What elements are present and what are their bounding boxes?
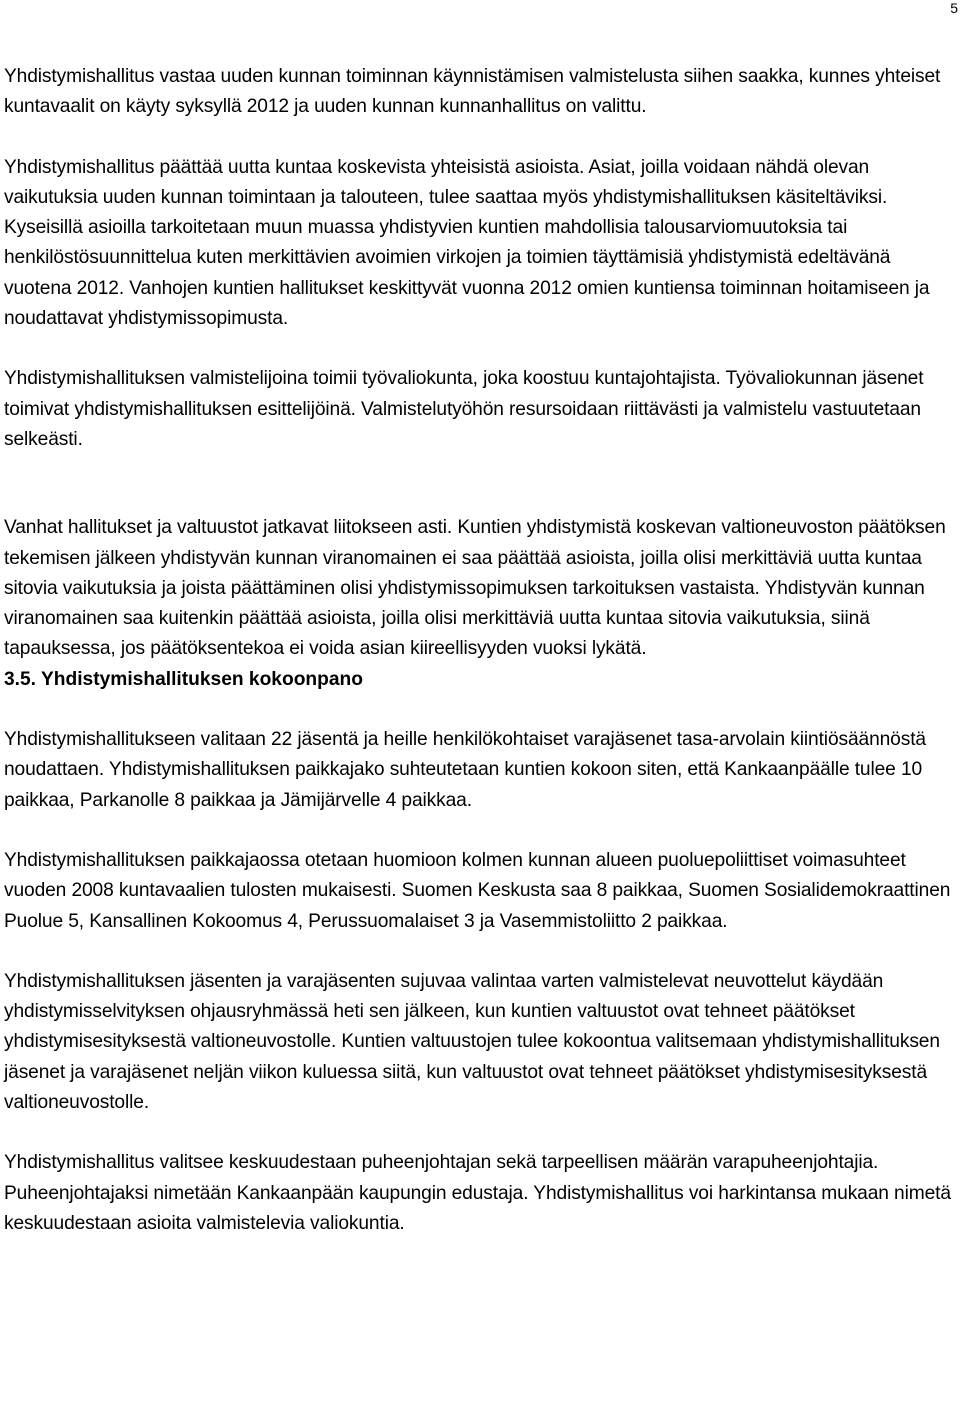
paragraph-joint-decisions: Yhdistymishallitus päättää uutta kuntaa koskevista yhteisistä asioista. Asiat, joilla voidaan nähdä olevan vaikutuksia uuden kunnan toimintaan ja talouteen, tulee saattaa myös yhdistymishallituksen käsiteltäviksi. Kyseisillä asioilla tarkoitetaan muun muassa yhdistyvien kuntien mahdollisia talousarviomuutoksia tai henkilöstösuunnittelua kuten merkittävien avoimien virkojen ja toimien täyttämisiä yhdistymistä edeltävänä vuotena 2012. Vanhojen kuntien hallitukset keskittyvät vuonna 2012 omien kuntiensa toiminnan hoitamiseen ja noudattavat yhdistymissopimusta. <box>4 156 930 330</box>
section-heading: 3.5. Yhdistymishallituksen kokoonpano <box>4 668 363 690</box>
paragraph-member-selection: Yhdistymishallituksen jäsenten ja varajäsenten sujuvaa valintaa varten valmistelevat neuvottelut käydään yhdistymisselvityksen ohjausryhmässä heti sen jälkeen, kun kuntien valtuustot ovat tehneet päätökset yhdistymisesityksestä valtioneuvostolle. Kuntien valtuustojen tulee kokoontua valitsemaan yhdistymishallituksen jäsenet ja varajäsenet neljän viikon kuluessa siitä, kun valtuustot ovat tehneet päätökset yhdistymisesityksestä valtioneuvostolle. <box>4 970 940 1114</box>
page-number: 5 <box>950 0 958 16</box>
paragraph-composition: Yhdistymishallitukseen valitaan 22 jäsentä ja heille henkilökohtaiset varajäsenet tasa-arvolain kiintiösäännöstä noudattaen. Yhdistymishallituksen paikkajako suhteutetaan kuntien kokoon siten, että Kankaanpäälle tulee 10 paikkaa, Parkanolle 8 paikkaa ja Jämijärvelle 4 paikkaa. <box>4 729 926 811</box>
paragraph-seat-allocation: Yhdistymishallituksen paikkajaossa otetaan huomioon kolmen kunnan alueen puoluepoliittiset voimasuhteet vuoden 2008 kuntavaalien tulosten mukaisesti. Suomen Keskusta saa 8 paikkaa, Suomen Sosialidemokraattinen Puolue 5, Kansallinen Kokoomus 4, Perussuomalaiset 3 ja Vasemmistoliitto 2 paikkaa. <box>4 849 951 932</box>
document-body <box>4 62 956 1239</box>
paragraph-transition-preparation: Yhdistymishallitus vastaa uuden kunnan toiminnan käynnistämisen valmistelusta siihen saakka, kunnes yhteiset kuntavaalit on käyty syksyllä 2012 ja uuden kunnan kunnanhallitus on valittu. <box>4 66 941 118</box>
paragraph-old-councils: Vanhat hallitukset ja valtuustot jatkavat liitokseen asti. Kuntien yhdistymistä koskevan valtioneuvoston päätöksen tekemisen jälkeen yhdistyvän kunnan viranomainen ei saa päättää asioista, joilla olisi merkittäviä uutta kuntaa sitovia vaikutuksia ja joista päättäminen olisi yhdistymissopimuksen tarkoituksen vastaista. Yhdistyvän kunnan viranomainen saa kuitenkin päättää asioista, joilla olisi merkittäviä uutta kuntaa sitovia vaikutuksia, siinä tapauksessa, jos päätöksentekoa ei voida asian kiireellisyyden vuoksi lykätä. <box>4 517 946 660</box>
paragraph-chair-selection: Yhdistymishallitus valitsee keskuudestaan puheenjohtajan sekä tarpeellisen määrän varapuheenjohtajia. Puheenjohtajaksi nimetään Kankaanpään kaupungin edustaja. Yhdistymishallitus voi harkintansa mukaan nimetä keskuudestaan asioita valmistelevia valiokuntia. <box>4 1152 951 1234</box>
paragraph-working-committee: Yhdistymishallituksen valmistelijoina toimii työvaliokunta, joka koostuu kuntajohtajista. Työvaliokunnan jäsenet toimivat yhdistymishallituksen esittelijöinä. Valmistelutyöhön resursoidaan riittävästi ja valmistelu vastuutetaan selkeästi. <box>4 368 924 450</box>
